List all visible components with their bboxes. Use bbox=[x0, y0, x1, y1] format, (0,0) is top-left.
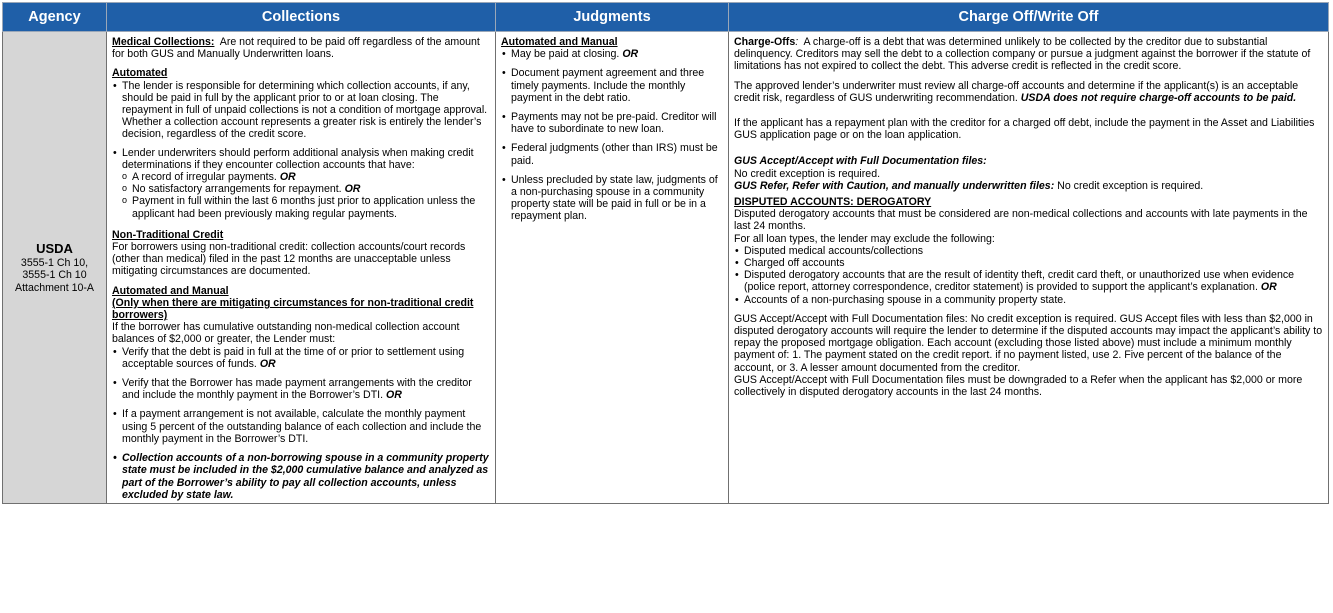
auto-manual-subheading: (Only when there are mitigating circumstances for non-traditional credit borrowers) bbox=[112, 296, 474, 322]
header-agency: Agency bbox=[3, 3, 107, 32]
medical-collections-text: Are not required to be paid off regardless of the amount for both GUS and Manually Underwritten loans. bbox=[112, 36, 480, 61]
medical-collections-title: Medical Collections: bbox=[112, 36, 215, 48]
automated-list bbox=[112, 80, 490, 220]
automated-sub-1: o A record of irregular payments. OR bbox=[122, 171, 490, 183]
header-collections: Collections bbox=[107, 3, 496, 32]
disputed-intro: Disputed derogatory accounts that must be considered are non-medical collections and accounts with late payments in the last 24 months. bbox=[734, 208, 1308, 233]
auto-manual-bullet-4: • Collection accounts of a non-borrowing spouse in a community property state must be included in the $2,000 cumulative balance and analyzed as part of the Borrower’s ability to pay all collection accounts, unless excluded by state law. bbox=[112, 452, 490, 501]
disputed-bullet-1: • Disputed medical accounts/collections bbox=[734, 245, 1323, 257]
auto-manual-list bbox=[112, 346, 490, 501]
gus-accept-title: GUS Accept/Accept with Full Documentation files: bbox=[734, 155, 987, 168]
judgments-cell bbox=[496, 32, 729, 504]
gus-refer-line: GUS Refer, Refer with Caution, and manually underwritten files: No credit exception is required. bbox=[734, 179, 1204, 192]
judgments-heading: Automated and Manual bbox=[501, 36, 618, 48]
auto-manual-bullet-3: • If a payment arrangement is not available, calculate the monthly payment using 5 percent of the outstanding balance of each collection and include the monthly payment in the Borrower’s DTI. bbox=[112, 408, 490, 445]
non-traditional-heading: Non-Traditional Credit bbox=[112, 228, 224, 241]
judgments-list bbox=[501, 48, 723, 222]
automated-sub-2: o No satisfactory arrangements for repayment. OR bbox=[122, 183, 490, 195]
medical-collections-paragraph bbox=[112, 36, 490, 60]
judgments-bullet-5: • Unless precluded by state law, judgments of a non-purchasing spouse in a community property state will be paid in full or be in a repayment plan. bbox=[501, 174, 723, 223]
agency-cell bbox=[3, 32, 107, 504]
agency-ref-2: 3555-1 Ch 10 bbox=[22, 269, 87, 282]
chargeoff-definition: Charge-Offs: A charge-off is a debt that was determined unlikely to be collected by the creditor due to substantial delinquency. Creditors may sell the debt to a collection company or pursue a judgment against the borrower if the statute of limitations has not expired to collect the debt. This adverse credit is reflected in the credit score. bbox=[734, 36, 1311, 73]
header-judgments: Judgments bbox=[496, 3, 729, 32]
judgments-bullet-2: • Document payment agreement and three timely payments. Include the monthly payment in the debt ratio. bbox=[501, 67, 723, 104]
agency-ref-1: 3555-1 Ch 10, bbox=[20, 256, 89, 269]
disputed-final-1: GUS Accept/Accept with Full Documentation files: No credit exception is required. GUS Accept files with less than $2,000 in disputed derogatory accounts will require the lender to determine if the disputed accounts may impact the applicant’s ability to repay the proposed mortgage obligation. Each account (excluding those listed above) must include a minimum monthly payment of: 1. The payment stated on the credit report. if no payment listed, use 2. Five percent of the balance of the account, or 3. A lesser amount documented from the creditor. bbox=[734, 312, 1323, 374]
agency-ref-3: Attachment 10-A bbox=[15, 281, 94, 294]
usda-row bbox=[3, 32, 1329, 504]
collections-cell bbox=[107, 32, 496, 504]
auto-manual-intro: If the borrower has cumulative outstanding non-medical collection account balances of $2,000 or greater, the Lender must: bbox=[112, 321, 460, 346]
chargeoff-review: The approved lender’s underwriter must review all charge-off accounts and determine if the applicant(s) is an acceptable credit risk, regardless of GUS underwriting recommendation. USDA does not require charge-off accounts to be paid. bbox=[734, 79, 1299, 104]
judgments-bullet-3: • Payments may not be pre-paid. Creditor will have to subordinate to new loan. bbox=[501, 111, 723, 135]
automated-sub-3: o Payment in full within the last 6 months just prior to application unless the applicant had been previously making regular payments. bbox=[122, 195, 490, 219]
auto-manual-bullet-1: • Verify that the debt is paid in full at the time of or prior to settlement using acceptable sources of funds. OR bbox=[112, 346, 490, 370]
chargeoff-cell bbox=[729, 32, 1329, 504]
chargeoff-repayment: If the applicant has a repayment plan with the creditor for a charged off debt, include the payment in the Asset and Liabilities GUS application page or on the loan application. bbox=[734, 117, 1315, 142]
automated-bullet-1: • The lender is responsible for determining which collection accounts, if any, should be paid in full by the applicant prior to or at loan closing. The repayment in full of unpaid collections is not a condition of mortgage approval. Whether a collection account represents a greater risk is entirely the lender’s decision, regardless of the credit score. bbox=[112, 80, 490, 141]
disputed-exclusions: For all loan types, the lender may exclude the following: bbox=[734, 232, 995, 245]
non-traditional-text: For borrowers using non-traditional credit: collection accounts/court records (other than medical) filed in the past 12 months are unacceptable unless mitigating circumstances are documented. bbox=[112, 241, 466, 278]
disputed-bullet-2: • Charged off accounts bbox=[734, 257, 1323, 269]
agency-name: USDA bbox=[36, 240, 73, 256]
auto-manual-bullet-2: • Verify that the Borrower has made payment arrangements with the creditor and include the monthly payment in the Borrower’s DTI. OR bbox=[112, 377, 490, 401]
automated-bullet-2: • Lender underwriters should perform additional analysis when making credit determinations if they encounter collection accounts that have: o A record of irregular payments. OR o No satisfactory arrangements for repayment. OR o Payment in full within the last 6 months just prior to application unless the applicant had been previously making regular payments. bbox=[112, 147, 490, 220]
disputed-list bbox=[734, 245, 1323, 306]
gus-accept-text: No credit exception is required. bbox=[734, 167, 881, 180]
guidelines-table bbox=[2, 2, 1329, 504]
automated-heading: Automated bbox=[112, 67, 168, 80]
header-chargeoff: Charge Off/Write Off bbox=[729, 3, 1329, 32]
disputed-final-2: GUS Accept/Accept with Full Documentation files must be downgraded to a Refer when the applicant has $2,000 or more collectively in disputed derogatory accounts in the last 24 months. bbox=[734, 373, 1303, 399]
disputed-bullet-4: • Accounts of a non-purchasing spouse in a community property state. bbox=[734, 294, 1323, 306]
judgments-bullet-4: • Federal judgments (other than IRS) must be paid. bbox=[501, 142, 723, 166]
auto-manual-heading: Automated and Manual bbox=[112, 284, 229, 297]
automated-sublist bbox=[122, 171, 490, 220]
disputed-bullet-3: • Disputed derogatory accounts that are the result of identity theft, credit card theft, or unauthorized use when evidence (police report, attorney correspondence, creditor statement) is provided to support the applicant’s explanation. OR bbox=[734, 269, 1323, 293]
judgments-bullet-1: • May be paid at closing. OR bbox=[501, 48, 723, 60]
header-row bbox=[3, 3, 1329, 32]
disputed-heading: DISPUTED ACCOUNTS: DEROGATORY bbox=[734, 196, 932, 209]
